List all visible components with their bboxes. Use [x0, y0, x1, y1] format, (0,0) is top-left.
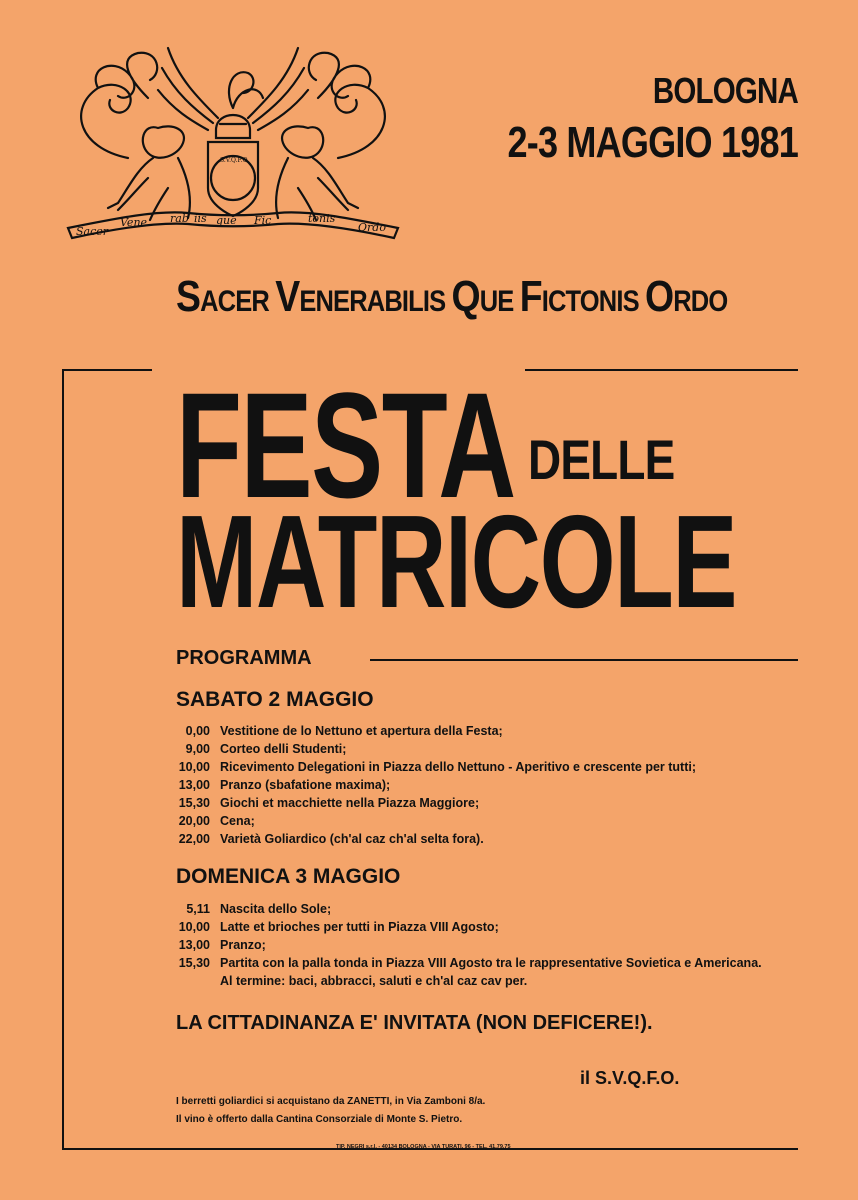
- right-lion-icon: [276, 126, 358, 220]
- motto-word: tonis: [308, 212, 336, 225]
- order-initial: F: [519, 272, 542, 321]
- saturday-schedule: [158, 722, 696, 848]
- order-word: ICTONIS: [541, 285, 639, 318]
- schedule-time: [158, 972, 220, 990]
- frame-top-right-line: [525, 369, 798, 371]
- motto-word: rab: [170, 212, 189, 225]
- schedule-time: 9,00: [185, 742, 210, 756]
- order-word: ENERABILIS: [299, 285, 446, 318]
- schedule-time: 15,30: [178, 796, 210, 810]
- order-word: RDO: [673, 285, 728, 318]
- schedule-time: 20,00: [178, 814, 210, 828]
- helmet-plume-icon: [229, 72, 263, 108]
- schedule-row: [158, 776, 696, 794]
- sunday-heading: DOMENICA 3 MAGGIO: [176, 865, 401, 888]
- motto-word: Sacer: [76, 225, 109, 238]
- left-scroll-ornament: [81, 53, 157, 158]
- schedule-desc: Partita con la palla tonda in Piazza VIII Agosto tra le rappresentative Sovietica e Americana.: [220, 956, 762, 970]
- schedule-desc: Pranzo;: [220, 938, 266, 952]
- city-heading: BOLOGNA: [652, 70, 798, 111]
- left-lion-icon: [108, 126, 190, 220]
- footnote-vino: Il vino è offerto dalla Cantina Consorziale di Monte S. Pietro.: [176, 1114, 463, 1125]
- signature: il S.V.Q.F.O.: [580, 1068, 680, 1088]
- schedule-row: [158, 758, 696, 776]
- schedule-desc: Nascita dello Sole;: [220, 902, 332, 916]
- schedule-desc: Corteo delli Studenti;: [220, 742, 347, 756]
- printer-credit: TIP. NEGRI s.r.l. - 40134 BOLOGNA - VIA TURATI, 96 - TEL. 41.79.75: [336, 1144, 511, 1150]
- title-delle: DELLE: [528, 428, 675, 491]
- schedule-desc: Pranzo (sbafatione maxima);: [220, 778, 391, 792]
- schedule-desc: Vestitione de lo Nettuno et apertura della Festa;: [220, 724, 503, 738]
- schedule-row: [158, 740, 696, 758]
- schedule-time: 22,00: [178, 832, 210, 846]
- schedule-row: [158, 900, 762, 918]
- motto-word: que: [216, 214, 237, 227]
- order-initial: O: [644, 272, 674, 321]
- order-name: [176, 272, 728, 322]
- programma-rule: [370, 659, 798, 661]
- motto-word: Fic: [254, 214, 272, 227]
- schedule-desc: Giochi et macchiette nella Piazza Maggiore;: [220, 796, 480, 810]
- event-date: 2-3 MAGGIO 1981: [507, 118, 798, 167]
- schedule-time: 13,00: [178, 778, 210, 792]
- shield-icon: [208, 142, 258, 216]
- title-festa: FESTA: [176, 361, 515, 529]
- order-initial: S: [176, 272, 201, 321]
- order-word: ACER: [200, 285, 269, 318]
- schedule-row: [158, 812, 696, 830]
- helmet-icon: [216, 115, 250, 138]
- schedule-time: 10,00: [178, 920, 210, 934]
- schedule-row: [158, 954, 762, 972]
- title-matricole: MATRICOLE: [176, 488, 737, 635]
- sunday-schedule: [158, 900, 762, 990]
- right-scroll-ornament: [309, 53, 385, 158]
- schedule-desc: Cena;: [220, 814, 255, 828]
- invitation-line: LA CITTADINANZA E' INVITATA (NON DEFICERE!).: [176, 1012, 653, 1034]
- footnote-berretti: I berretti goliardici si acquistano da ZANETTI, in Via Zamboni 8/a.: [176, 1096, 486, 1107]
- schedule-row: [158, 936, 762, 954]
- schedule-row: [158, 918, 762, 936]
- programma-heading: PROGRAMMA: [176, 647, 312, 669]
- schedule-time: 5,11: [186, 902, 210, 916]
- schedule-row: [158, 722, 696, 740]
- order-word: UE: [479, 285, 514, 318]
- schedule-time: 13,00: [178, 938, 210, 952]
- schedule-row: [158, 972, 762, 990]
- schedule-desc: Varietà Goliardico (ch'al caz ch'al selta fora).: [220, 832, 484, 846]
- schedule-desc: Latte et brioches per tutti in Piazza VIII Agosto;: [220, 920, 499, 934]
- schedule-time: 15,30: [178, 956, 210, 970]
- schedule-row: [158, 794, 696, 812]
- saturday-heading: SABATO 2 MAGGIO: [176, 688, 374, 711]
- left-wing-icon: [158, 48, 218, 130]
- motto-word: iis: [194, 212, 207, 225]
- schedule-desc: Ricevimento Delegationi in Piazza dello Nettuno - Aperitivo e crescente per tutti;: [220, 760, 697, 774]
- motto-word: Vene: [120, 216, 148, 229]
- motto-word: Ordo: [358, 221, 386, 234]
- order-initial: Q: [451, 272, 480, 321]
- schedule-desc: Al termine: baci, abbracci, saluti e ch'al caz cav per.: [220, 974, 528, 988]
- shield-text: S.V.Q.F.O.: [220, 157, 250, 164]
- crest-emblem: [58, 38, 408, 248]
- frame-top-left-line: [62, 369, 152, 371]
- order-initial: V: [275, 272, 300, 321]
- schedule-row: [158, 830, 696, 848]
- right-wing-icon: [248, 48, 308, 130]
- schedule-time: 0,00: [185, 724, 210, 738]
- schedule-time: 10,00: [178, 760, 210, 774]
- frame-left-line: [62, 369, 64, 1150]
